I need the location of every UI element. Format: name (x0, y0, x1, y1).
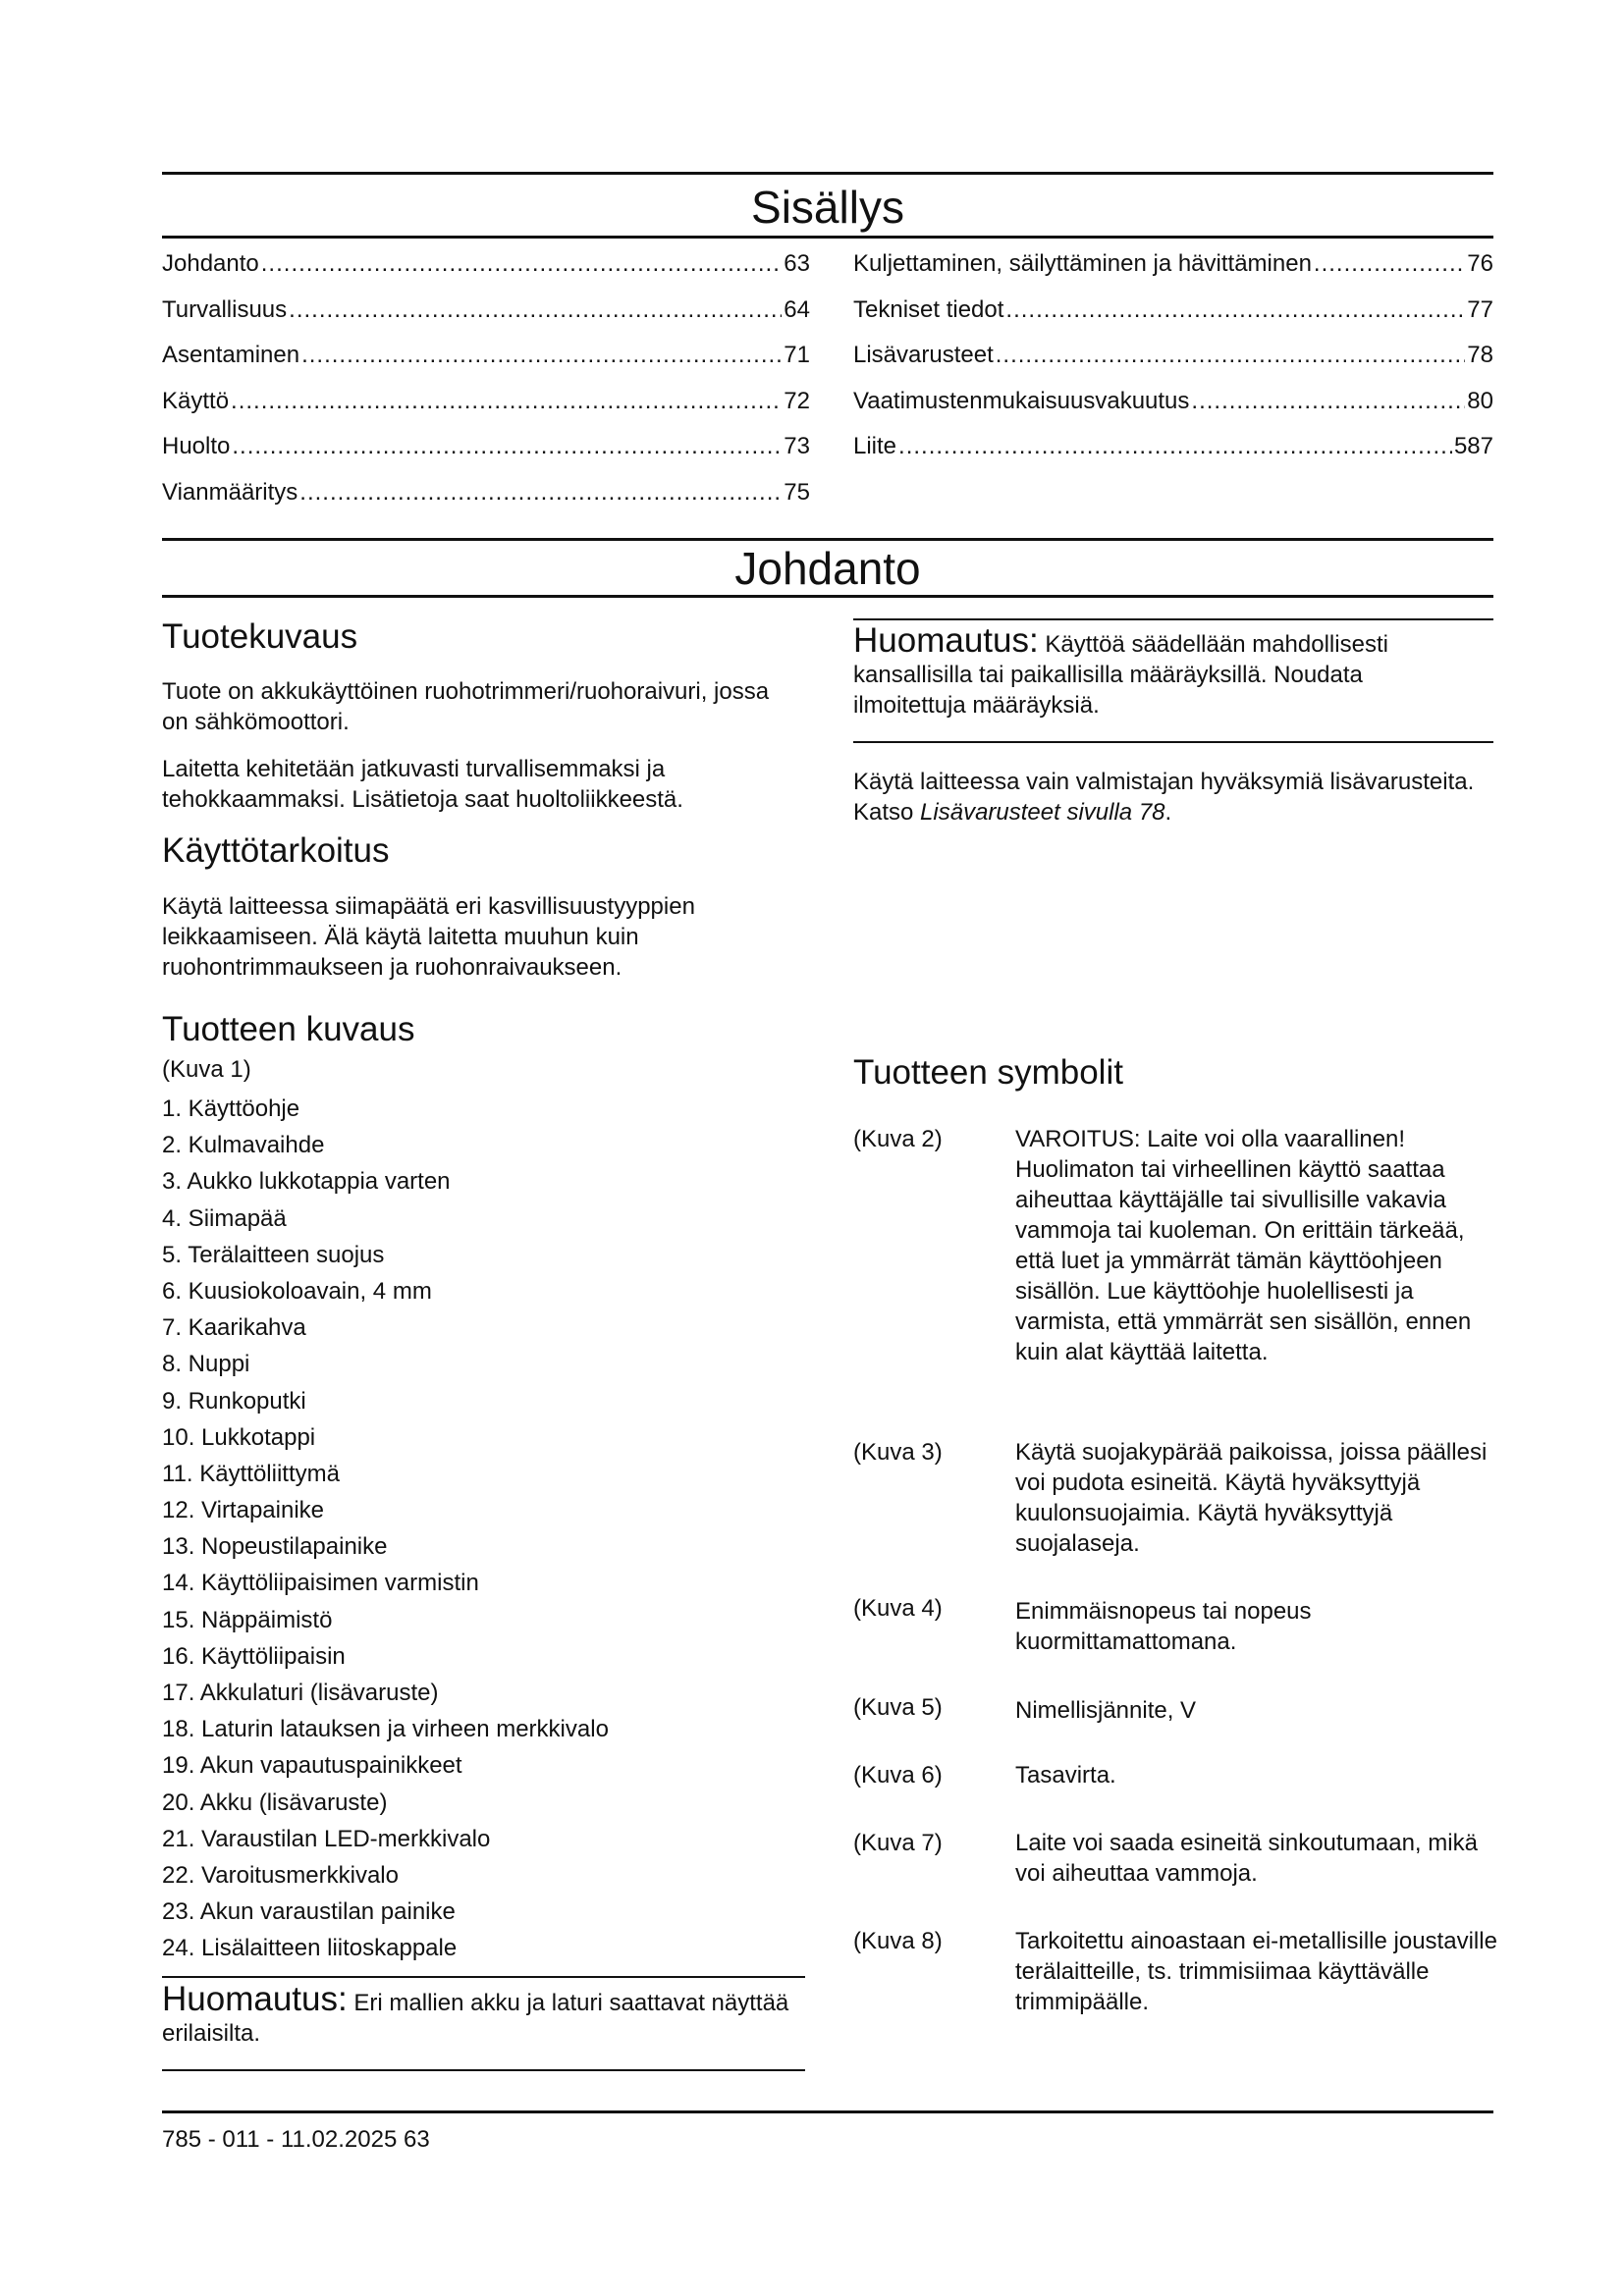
product-overview-heading: Tuotteen kuvaus (162, 1010, 415, 1048)
symbol-figure-ref: (Kuva 8) (853, 1928, 943, 1954)
note-1 (853, 621, 1482, 721)
accessories-end: . (1164, 799, 1172, 826)
symbol-figure-ref: (Kuva 5) (853, 1694, 943, 1721)
symbol-figure-ref: (Kuva 6) (853, 1762, 943, 1789)
footer-rule (162, 2110, 1493, 2113)
toc-left-column (162, 249, 810, 524)
symbol-description: Tarkoitettu ainoastaan ei-metallisille joustaville terälaitteille, ts. trimmisiimaa käyttävälle trimmipäälle. (1015, 1928, 1497, 2015)
note-2-label: Huomautus: (162, 1980, 348, 2018)
note-1-label: Huomautus: (853, 621, 1039, 660)
symbol-figure-ref: (Kuva 4) (853, 1595, 943, 1622)
list-item: 20. Akku (lisävaruste) (162, 1789, 388, 1816)
list-item: 9. Runkoputki (162, 1387, 306, 1415)
accessories-paragraph (853, 767, 1482, 828)
list-item: 15. Näppäimistö (162, 1606, 333, 1633)
toc-entry-lisavarusteet[interactable]: Lisävarusteet ..... 78 (853, 341, 1493, 387)
product-overview-list (162, 1095, 609, 1971)
list-item: 8. Nuppi (162, 1351, 250, 1378)
toc-entry-asentaminen[interactable]: Asentaminen ..... 71 (162, 341, 810, 387)
toc-entry-kuljettaminen[interactable]: Kuljettaminen, säilyttäminen ja hävittäminen ..... 76 (853, 249, 1493, 295)
intended-use-paragraph: Käytä laitteessa siimapäätä eri kasvillisuustyyppien leikkaamiseen. Älä käytä laitetta muuhun kuin ruohontrimmaukseen ja ruohonraivaukseen. (162, 893, 695, 981)
list-item: 24. Lisälaitteen liitoskappale (162, 1935, 458, 1962)
list-item: 12. Virtapainike (162, 1497, 324, 1524)
list-item: 23. Akun varaustilan painike (162, 1898, 456, 1926)
list-item: 1. Käyttöohje (162, 1095, 300, 1122)
symbol-description: Enimmäisnopeus tai nopeus kuormittamattomana. (1015, 1598, 1312, 1655)
product-overview-figure-ref: (Kuva 1) (162, 1056, 251, 1083)
list-item: 6. Kuusiokoloavain, 4 mm (162, 1277, 432, 1305)
page-footer: 785 - 011 - 11.02.2025 63 (162, 2126, 430, 2153)
symbol-description: Nimellisjännite, V (1015, 1697, 1197, 1724)
toc-entry-vaatimustenmukaisuus[interactable]: Vaatimustenmukaisuusvakuutus ..... 80 (853, 387, 1493, 433)
toc-entry-tekniset-tiedot[interactable]: Tekniset tiedot ..... 77 (853, 295, 1493, 342)
symbol-figure-ref: (Kuva 7) (853, 1830, 943, 1856)
toc-entry-turvallisuus[interactable]: Turvallisuus ..... 64 (162, 295, 810, 342)
list-item: 18. Laturin latauksen ja virheen merkkivalo (162, 1716, 609, 1743)
toc-entry-huolto[interactable]: Huolto ..... 73 (162, 432, 810, 478)
symbol-figure-ref: (Kuva 2) (853, 1126, 943, 1152)
toc-right-column (853, 249, 1493, 478)
list-item: 7. Kaarikahva (162, 1314, 306, 1342)
list-item: 19. Akun vapautuspainikkeet (162, 1752, 462, 1780)
list-item: 5. Terälaitteen suojus (162, 1241, 385, 1268)
toc-entry-johdanto[interactable]: Johdanto ..... 63 (162, 249, 810, 295)
symbol-description: Käytä suojakypärää paikoissa, joissa päällesi voi pudota esineitä. Käytä hyväksyttyjä kuulonsuojaimia. Käytä hyväksyttyjä suojalaseja. (1015, 1439, 1488, 1557)
list-item: 10. Lukkotappi (162, 1423, 316, 1451)
note-2-text: Eri mallien akku ja laturi saattavat näyttää erilaisilta. (162, 1990, 789, 2047)
toc-entry-liite[interactable]: Liite ..... 587 (853, 432, 1493, 478)
accessories-text: Käytä laitteessa vain valmistajan hyväksymiä lisävarusteita. Katso (853, 769, 1475, 826)
symbol-figure-ref: (Kuva 3) (853, 1439, 943, 1466)
intended-use-heading: Käyttötarkoitus (162, 831, 390, 870)
product-description-paragraph-1: Tuote on akkukäyttöinen ruohotrimmeri/ruohoraivuri, jossa on sähkömoottori. (162, 678, 770, 735)
note-2-top-rule (162, 1976, 805, 1978)
symbol-description: VAROITUS: Laite voi olla vaarallinen! Huolimaton tai virheellinen käyttö saattaa aiheuttaa käyttäjälle tai sivullisille vakavia vammoja tai kuoleman. On erittäin tärkeää, että luet ja ymmärrät tämän käyttöohjeen sisällön. Lue käyttöohje huolellisesti ja varmista, että ymmärrät sen sisällön, ennen kuin alat käyttää laitetta. (1015, 1126, 1472, 1365)
toc-top-rule (162, 172, 1493, 175)
note-1-bottom-rule (853, 741, 1493, 743)
list-item: 11. Käyttöliittymä (162, 1460, 340, 1487)
list-item: 14. Käyttöliipaisimen varmistin (162, 1570, 479, 1597)
note-1-top-rule (853, 618, 1493, 620)
note-2-bottom-rule (162, 2069, 805, 2071)
note-1-text: Käyttöä säädellään mahdollisesti kansallisilla tai paikallisilla määräyksillä. Noudata ilmoitettuja määräyksiä. (853, 631, 1388, 719)
list-item: 16. Käyttöliipaisin (162, 1642, 346, 1670)
note-2 (162, 1980, 790, 2049)
list-item: 3. Aukko lukkotappia varten (162, 1168, 451, 1196)
list-item: 17. Akkulaturi (lisävaruste) (162, 1680, 439, 1706)
list-item: 4. Siimapää (162, 1204, 287, 1232)
list-item: 21. Varaustilan LED-merkkivalo (162, 1825, 491, 1852)
product-description-heading: Tuotekuvaus (162, 617, 358, 656)
symbol-description: Laite voi saada esineitä sinkoutumaan, mikä voi aiheuttaa vammoja. (1015, 1830, 1478, 1887)
toc-title: Sisällys (751, 182, 904, 233)
list-item: 2. Kulmavaihde (162, 1132, 325, 1159)
accessories-link[interactable]: Lisävarusteet sivulla 78 (920, 799, 1165, 826)
list-item: 22. Varoitusmerkkivalo (162, 1861, 399, 1889)
product-symbols-heading: Tuotteen symbolit (853, 1053, 1123, 1092)
product-description-paragraph-2: Laitetta kehitetään jatkuvasti turvallisemmaksi ja tehokkaammaksi. Lisätietoja saat huoltoliikkeestä. (162, 756, 683, 813)
intro-title: Johdanto (734, 543, 921, 594)
toc-entry-vianmaaritys[interactable]: Vianmääritys ..... 75 (162, 478, 810, 524)
toc-entry-kaytto[interactable]: Käyttö ..... 72 (162, 387, 810, 433)
symbol-description: Tasavirta. (1015, 1762, 1116, 1789)
intro-title-rule (162, 595, 1493, 598)
list-item: 13. Nopeustilapainike (162, 1533, 388, 1561)
toc-title-rule (162, 236, 1493, 239)
